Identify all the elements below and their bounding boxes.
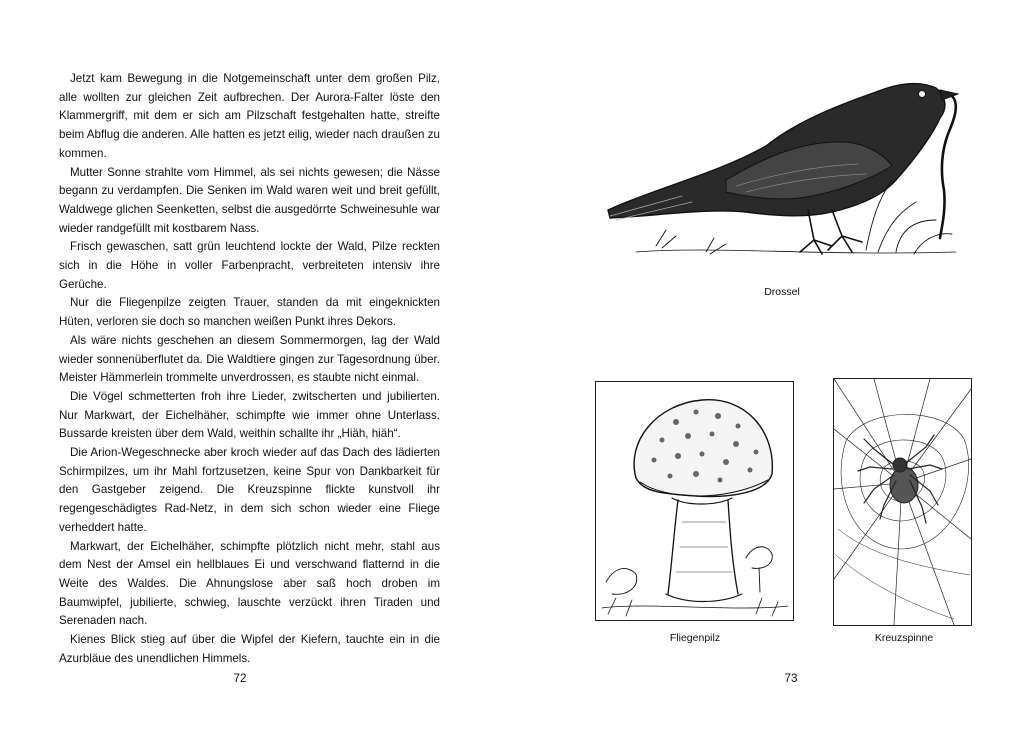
fly-agaric-drawing-icon — [595, 381, 794, 621]
paragraph: Die Vögel schmetterten froh ihre Lieder, zwitscherten und jubilierten. Nur Markwart, der Eichelhäher, schimpfte wie immer ohne Unterlass. Bussarde kreisten über dem Wald, weithin schallte ihr „Hiäh, hiäh“. — [59, 389, 440, 441]
paragraph: Mutter Sonne strahlte vom Himmel, als sei nichts gewesen; die Nässe begann zu verdampfen. Die Senken im Wald waren weit und breit gefüllt, Waldwege glichen Seenketten, selbst die ausgedörrte Schweinesuhle war wieder randgefüllt mit kostbarem Nass. — [59, 165, 440, 235]
right-page — [512, 0, 1024, 731]
caption-drossel: Drossel — [764, 286, 800, 298]
paragraph: Jetzt kam Bewegung in die Notgemeinschaft unter dem großen Pilz, alle wollten zur gleichen Zeit aufbrechen. Der Aurora-Falter löste den Klammergriff, mit dem er sich am Pilzschaft festgehalten hatte, streifte beim Abflug die anderen. Alle hatten es jetzt eilig, wieder nach draußen zu kommen. — [59, 72, 440, 160]
thrush-drawing-icon — [596, 70, 969, 270]
page-number-left: 72 — [233, 672, 247, 685]
paragraph: Die Arion-Wegeschnecke aber kroch wieder auf das Dach des lädierten Schirmpilzes, um ihr Mahl fortzusetzen, keine Spur von Dankbarkeit für den Gastgeber zeigend. Die Kreuzspinne flickte kunstvoll ihr regengeschädigtes Rad-Netz, in dem sich schon wieder eine Fliege verheddert hatte. — [59, 446, 440, 534]
paragraph: Als wäre nichts geschehen an diesem Sommermorgen, lag der Wald wieder sonnenüberflutet da. Die Waldtiere gingen zur Tagesordnung über. Meister Hämmerlein trommelte unverdrossen, es staubte nicht einmal. — [59, 333, 440, 385]
paragraph: Frisch gewaschen, satt grün leuchtend lockte der Wald, Pilze reckten sich in die Höhe in voller Farbenpracht, verbreiteten intensiv ihre Gerüche. — [59, 240, 440, 291]
page-number-right: 73 — [784, 672, 798, 685]
paragraph: Markwart, der Eichelhäher, schimpfte plötzlich nicht mehr, stahl aus dem Nest der Amsel ein hellblaues Ei und verschwand flatternd in die Weite des Waldes. Die Ahnungslose aber saß hoch droben im Baumwipfel, jubilierte, schwieg, lauschte verzückt ihren Tiraden und Serenaden nach. — [59, 539, 440, 628]
caption-kreuzspinne: Kreuzspinne — [874, 632, 934, 644]
garden-spider-drawing-icon — [833, 378, 972, 626]
paragraph: Kienes Blick stieg auf über die Wipfel der Kiefern, tauchte ein in die Azurbläue des unendlichen Himmels. — [59, 633, 440, 665]
caption-fliegenpilz: Fliegenpilz — [669, 632, 721, 644]
paragraph: Nur die Fliegenpilze zeigten Trauer, standen da mit eingeknickten Hüten, verloren sie doch so manchen weißen Punkt ihres Dekors. — [59, 296, 440, 329]
story-text — [59, 70, 440, 669]
